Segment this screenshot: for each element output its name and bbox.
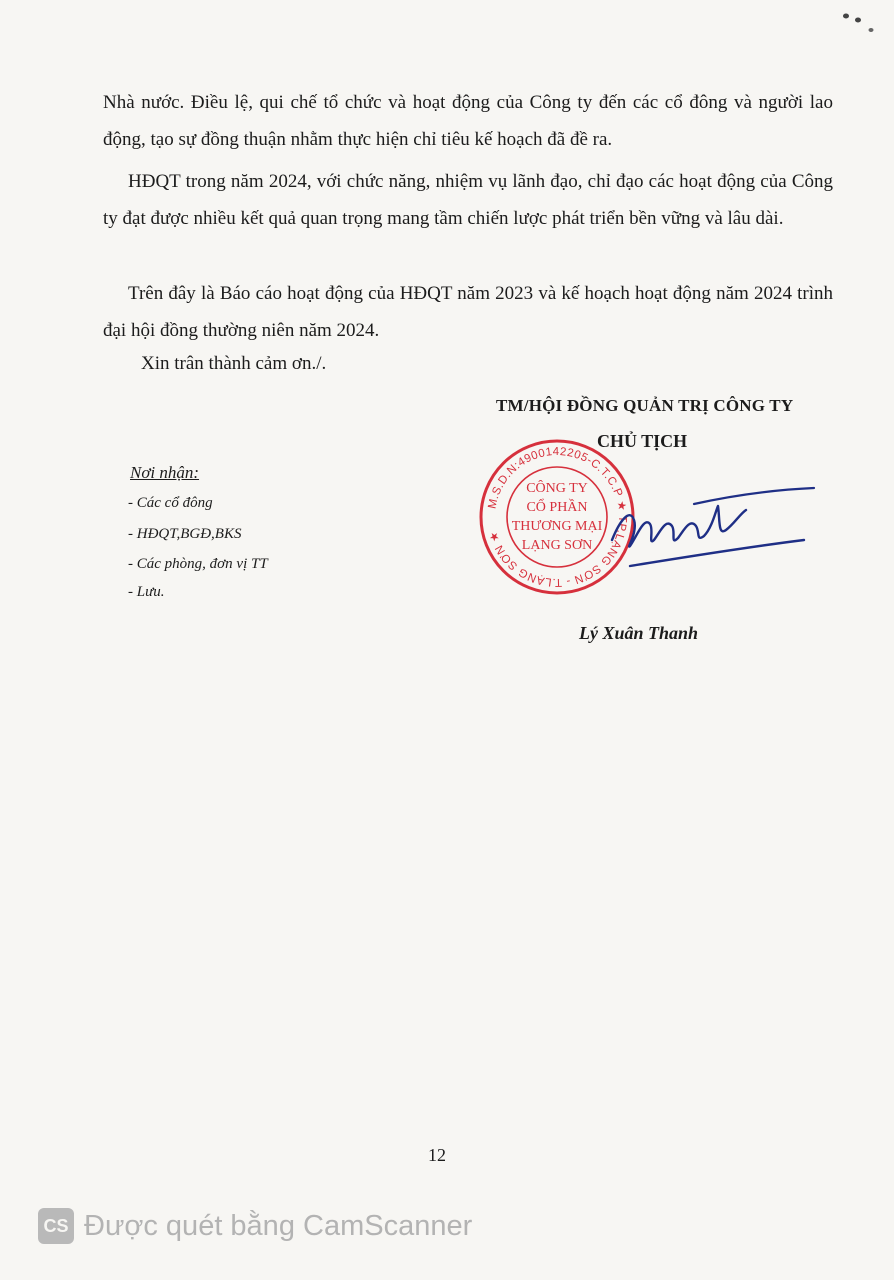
camscanner-watermark [38, 1208, 472, 1244]
seal-ring-text: M.S.D.N:4900142205-C.T.C.P ★ TP.LẠNG SƠN - T.LẠNG SƠN ★ [486, 445, 629, 589]
paragraph-2: HĐQT trong năm 2024, với chức năng, nhiệm vụ lãnh đạo, chỉ đạo các hoạt động của Công ty đạt được nhiều kết quả quan trọng mang tầm chiến lược phát triển bền vững và lâu dài. [103, 171, 833, 229]
handwritten-signature-icon [600, 480, 820, 580]
paragraph-3: Trên đây là Báo cáo hoạt động của HĐQT năm 2023 và kế hoạch hoạt động năm 2024 trình đại hội đồng thường niên năm 2024. [103, 283, 833, 341]
camscanner-logo-icon: CS [38, 1208, 74, 1244]
recipient-item: - Các phòng, đơn vị TT [128, 556, 268, 572]
seal-line-4: LẠNG SƠN [521, 538, 593, 553]
seal-line-1: CÔNG TY [526, 481, 588, 496]
recipient-item: - HĐQT,BGĐ,BKS [128, 526, 242, 542]
page-number: 12 [428, 1145, 446, 1165]
camscanner-text: Được quét bằng CamScanner [84, 1209, 473, 1242]
scan-marks-icon [838, 8, 888, 38]
signer-name: Lý Xuân Thanh [579, 623, 699, 643]
seal-line-2: CỔ PHẦN [526, 500, 588, 515]
signature-title: TM/HỘI ĐỒNG QUẢN TRỊ CÔNG TY [496, 396, 794, 415]
recipient-item: - Lưu. [128, 584, 165, 600]
closing-thanks: Xin trân thành cảm ơn./. [141, 353, 327, 374]
seal-line-3: THƯƠNG MẠI [511, 519, 603, 534]
signature-role: CHỦ TỊCH [597, 431, 688, 451]
recipients-heading: Nơi nhận: [130, 463, 200, 482]
paragraph-1: Nhà nước. Điều lệ, qui chế tổ chức và hoạt động của Công ty đến các cổ đông và người lao động, tạo sự đồng thuận nhằm thực hiện chỉ tiêu kế hoạch đã đề ra. [103, 92, 833, 150]
recipient-item: - Các cổ đông [128, 495, 213, 511]
